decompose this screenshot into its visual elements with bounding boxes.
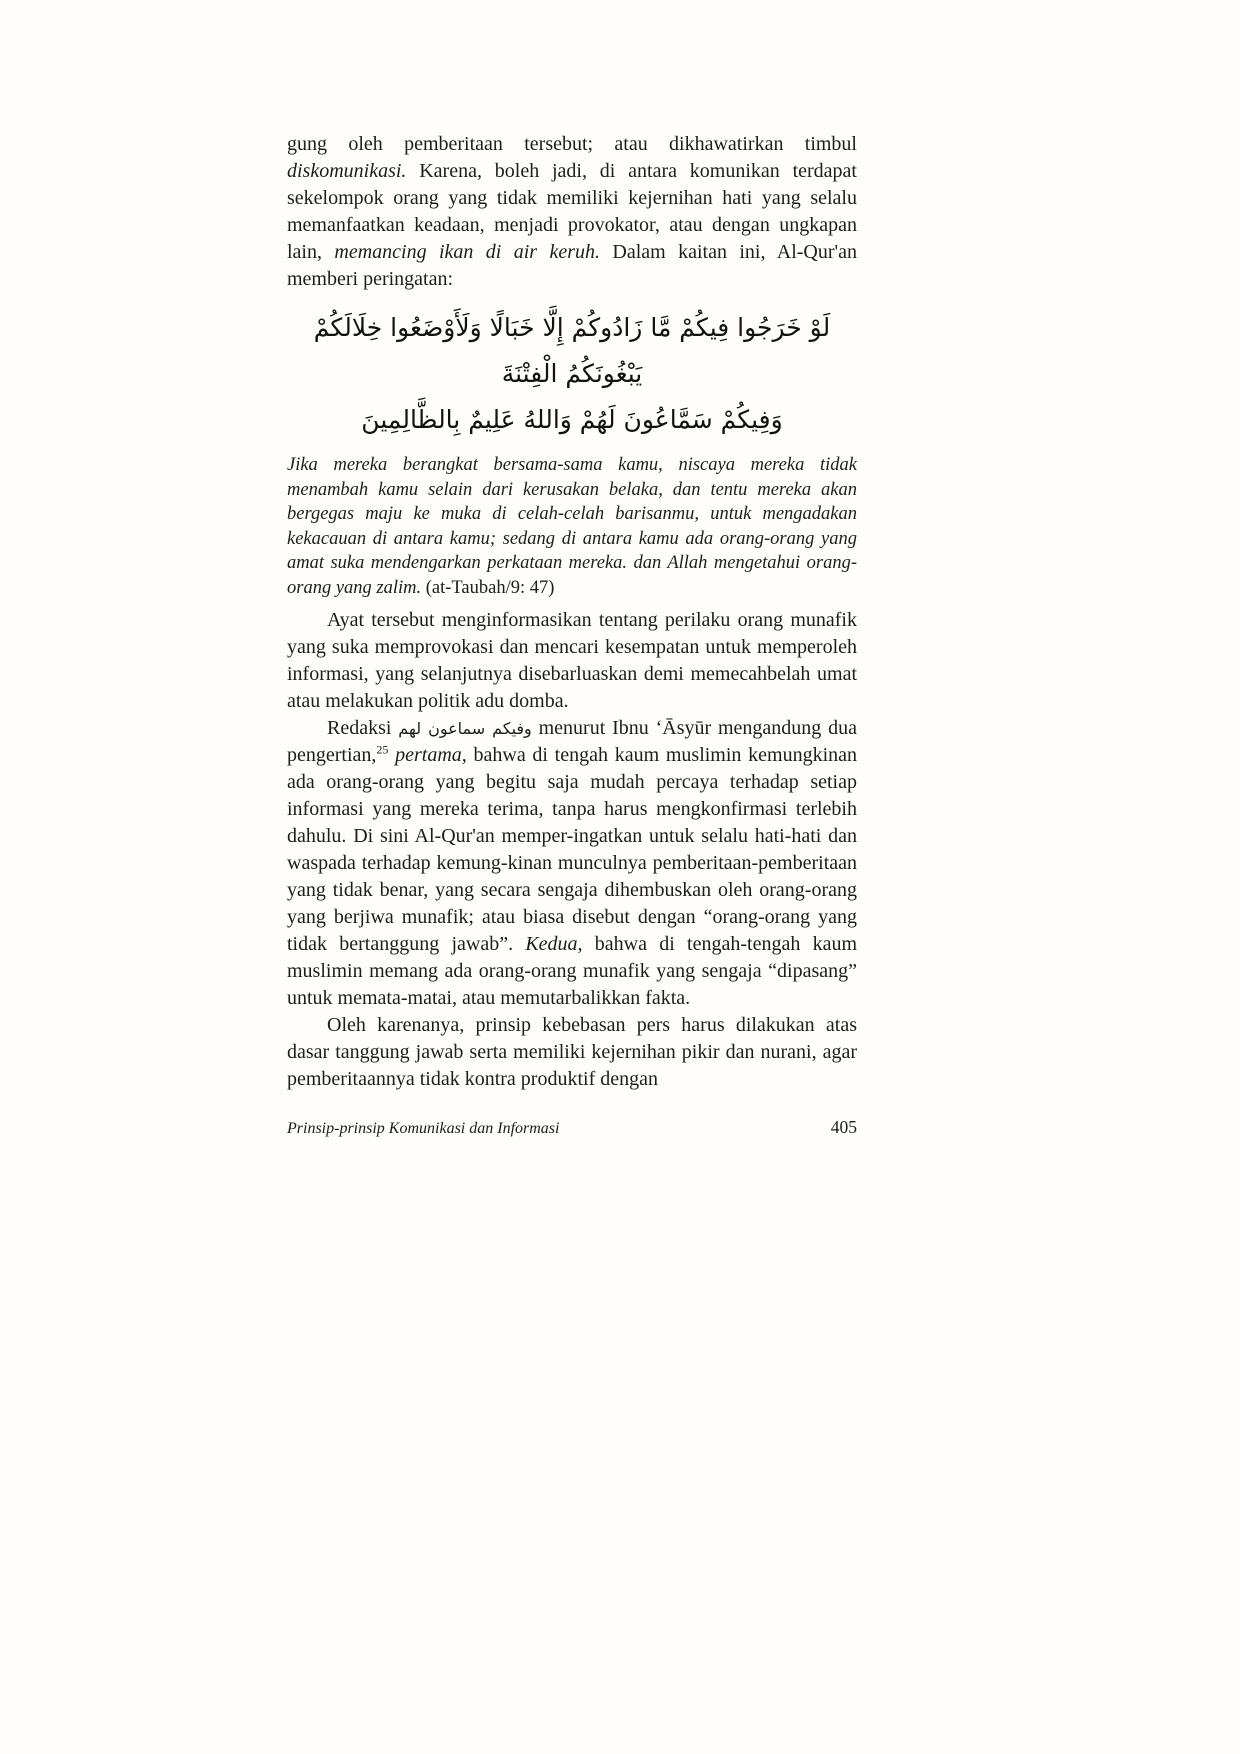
arabic-line-1: لَوْ خَرَجُوا فِيكُمْ مَّا زَادُوكُمْ إِلَّا خَبَالًا وَلَأَوْضَعُوا خِلَالَكُمْ يَبْغُونَكُمُ الْفِتْنَةَ: [313, 313, 831, 388]
text-segment: pertama,: [395, 744, 467, 766]
text-segment: Kedua,: [525, 933, 583, 955]
text-segment: gung oleh pemberitaan tersebut; atau dikhawatirkan timbul: [287, 133, 857, 155]
text-segment: Oleh karenanya, prinsip kebebasan pers harus dilakukan atas dasar tanggung jawab serta memiliki kejernihan pikir dan nurani, agar pemberitaannya tidak kontra produktif dengan: [287, 1014, 857, 1090]
paragraph-ayat-tersebut: [287, 607, 857, 715]
text-segment: memancing ikan di air keruh.: [334, 241, 601, 263]
quran-verse-arabic: [287, 305, 857, 443]
text-segment: Karena, boleh jadi, di antara komunikan terdapat sekelompok orang yang tidak memiliki kejernihan hati yang selalu memanfaatkan keadaan, menjadi provokator, atau dengan ungkapan lain,: [287, 160, 857, 263]
text-segment: bahwa di tengah kaum muslimin kemungkinan ada orang-orang yang begitu saja mudah percaya terhadap setiap informasi yang mereka terima, tanpa harus mengkonfirmasi terlebih dahulu. Di sini Al-Qur'an memper-ingatkan untuk selalu hati-hati dan waspada terhadap kemung-kinan munculnya pemberitaan-pemberitaan yang tidak benar, yang secara sengaja dihembuskan oleh orang-orang yang berjiwa munafik; atau biasa disebut dengan “orang-orang yang tidak bertanggung jawab”.: [287, 744, 858, 955]
text-segment: menurut Ibnu ‘Āsyūr mengandung dua pengertian,: [287, 717, 857, 766]
verse-translation: [287, 453, 857, 600]
paragraph-redaksi: [287, 715, 857, 1012]
inline-arabic-text: وفيكم سماعون لهم: [398, 719, 532, 738]
page-number: 405: [830, 1117, 857, 1137]
text-segment: 25: [376, 742, 389, 757]
text-segment: (at-Taubah/9: 47): [425, 577, 555, 598]
page-body: [287, 131, 857, 1093]
paragraph-continuation: [287, 131, 857, 293]
text-segment: diskomunikasi.: [287, 160, 407, 182]
text-segment: Dalam kaitan ini, Al-Qur'an memberi peringatan:: [287, 241, 857, 290]
arabic-line-2: وَفِيكُمْ سَمَّاعُونَ لَهُمْ وَاللهُ عَلِيمٌ بِالظَّالِمِينَ: [361, 405, 783, 434]
page-footer: [287, 1117, 857, 1138]
text-segment: bahwa di tengah-tengah kaum muslimin memang ada orang-orang munafik yang sengaja “dipasang” untuk memata-matai, atau memutarbalikkan fakta.: [287, 933, 858, 1009]
text-segment: Redaksi: [327, 717, 399, 739]
paragraph-oleh-karenanya: [287, 1012, 857, 1093]
text-segment: Jika mereka berangkat bersama-sama kamu, niscaya mereka tidak menambah kamu selain dari kerusakan belaka, dan tentu mereka akan bergegas maju ke muka di celah-celah barisanmu, untuk mengadakan kekacauan di antara kamu; sedang di antara kamu ada orang-orang yang amat suka mendengarkan perkataan mereka. dan Allah mengetahui orang-orang yang zalim.: [287, 455, 857, 598]
footer-running-title: Prinsip-prinsip Komunikasi dan Informasi: [287, 1120, 560, 1137]
text-segment: Ayat tersebut menginformasikan tentang perilaku orang munafik yang suka memprovokasi dan mencari kesempatan untuk memperoleh informasi, yang selanjutnya disebarluaskan demi memecahbelah umat atau melakukan politik adu domba.: [287, 609, 857, 712]
